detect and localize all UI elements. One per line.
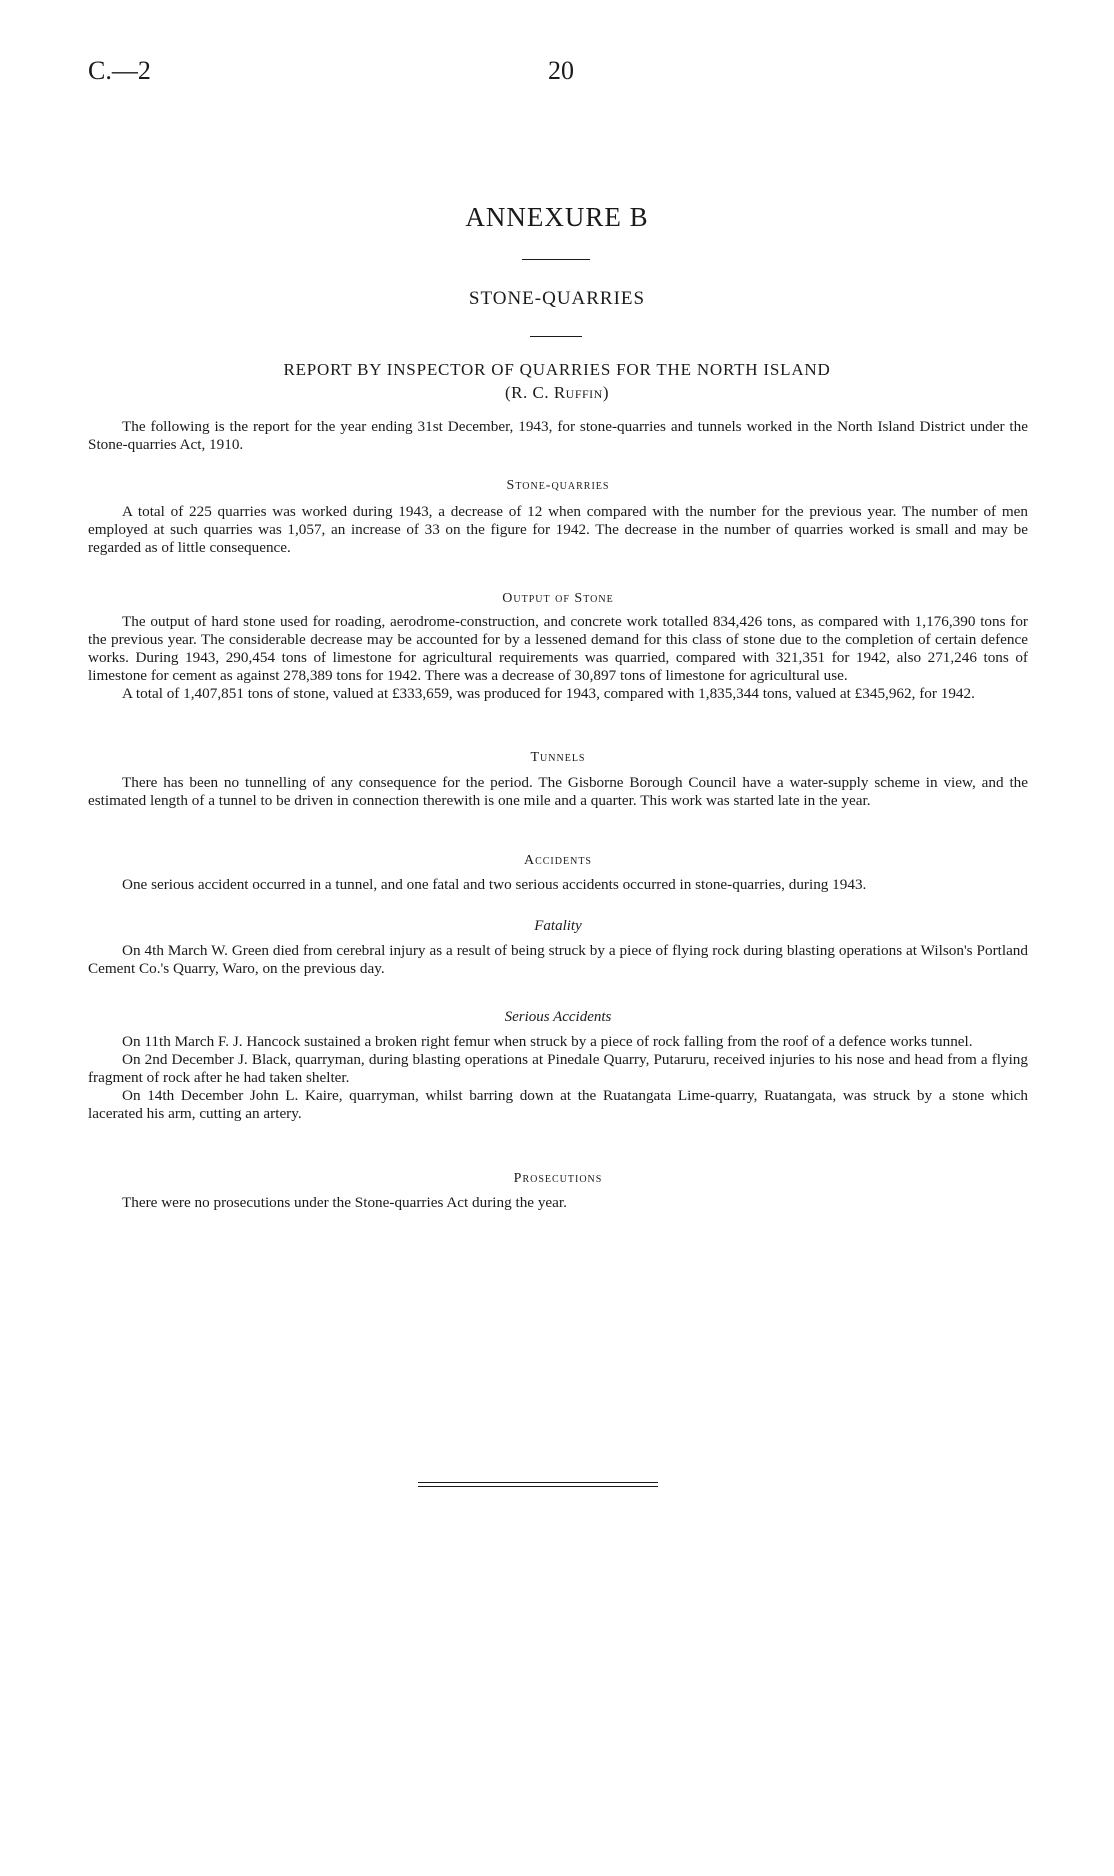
page-code: C.—2 [88,56,151,85]
paragraph: One serious accident occurred in a tunnel, and one fatal and two serious accidents occurred in stone-quarries, during 1943. [122,876,867,893]
paragraph: On 14th December John L. Kaire, quarryman, whilst barring down at the Ruatangata Lime-quarry, Ruatangata, was struck by a stone which lacerated his arm, cutting an artery. [88,1087,1028,1122]
serious-accidents-heading: Serious Accidents [504,1009,612,1025]
paragraph: There has been no tunnelling of any consequence for the period. The Gisborne Borough Council have a water-supply scheme in view, and the estimated length of a tunnel to be driven in connection therewith is one mile and a quarter. This work was started late in the year. [88,774,1028,809]
fatality-heading: Fatality [534,918,582,934]
author-name: Ruffin [553,383,603,402]
prosecutions-section [88,1170,1028,1188]
prosecutions-body [88,1194,1028,1212]
fatality-body [88,942,1028,978]
output-body [88,613,1028,703]
paragraph: On 2nd December J. Black, quarryman, during blasting operations at Pinedale Quarry, Putaruru, received injuries to his nose and head from a flying fragment of rock after he had taken shelter. [88,1051,1028,1086]
end-rule-top [418,1482,658,1483]
stone-quarries-section [88,477,1028,495]
serious-accidents-section [88,1008,1028,1026]
annexure-title: ANNEXURE B [465,202,649,232]
stone-quarries-heading: Stone-quarries [506,478,610,493]
author-close: ) [602,383,610,402]
tunnels-section [88,749,1028,767]
report-author [0,383,1114,403]
intro-paragraph: The following is the report for the year ending 31st December, 1943, for stone-quarries and tunnels worked in the North Island District under the Stone-quarries Act, 1910. [88,418,1028,453]
tunnels-heading: Tunnels [530,750,586,765]
paragraph: On 11th March F. J. Hancock sustained a broken right femur when struck by a piece of rock falling from the roof of a defence works tunnel. [122,1033,973,1050]
serious-accidents-body [88,1033,1028,1123]
tunnels-body [88,774,1028,810]
accidents-heading: Accidents [523,853,592,868]
author-open: (R. C. [504,383,554,402]
paragraph: On 4th March W. Green died from cerebral injury as a result of being struck by a piece of flying rock during blasting operations at Wilson's Portland Cement Co.'s Quarry, Waro, on the previous day. [88,942,1028,977]
output-section [88,590,1028,608]
output-heading: Output of Stone [502,591,614,606]
intro-block [88,418,1028,454]
paragraph: A total of 225 quarries was worked during 1943, a decrease of 12 when compared with the number for the previous year. The number of men employed at such quarries was 1,057, an increase of 33 on the figure for 1942. The decrease in the number of quarries worked is small and may be regarded as of little consequence. [88,503,1028,556]
accidents-body [88,876,1028,894]
page-number: 20 [548,56,574,85]
title-divider [522,259,590,260]
end-rule-bottom [418,1486,658,1487]
paragraph: A total of 1,407,851 tons of stone, valued at £333,659, was produced for 1943, compared with 1,835,344 tons, valued at £345,962, for 1942. [122,685,975,702]
stone-quarries-body [88,503,1028,557]
accidents-section [88,852,1028,870]
section-subtitle: STONE-QUARRIES [468,288,646,309]
prosecutions-heading: Prosecutions [513,1171,603,1186]
subtitle-divider [530,336,582,337]
paragraph: There were no prosecutions under the Stone-quarries Act during the year. [122,1194,567,1211]
report-title: REPORT BY INSPECTOR OF QUARRIES FOR THE NORTH ISLAND [283,360,831,379]
fatality-section [88,917,1028,935]
paragraph: The output of hard stone used for roading, aerodrome-construction, and concrete work totalled 834,426 tons, as compared with 1,176,390 tons for the previous year. The considerable decrease may be accounted for by a lessened demand for this class of stone due to the completion of certain defence works. During 1943, 290,454 tons of limestone for agricultural requirements was quarried, compared with 321,351 for 1942, also 271,246 tons of limestone for cement as against 278,389 tons for 1942. There was a decrease of 30,897 tons of limestone for agricultural use. [88,613,1028,684]
